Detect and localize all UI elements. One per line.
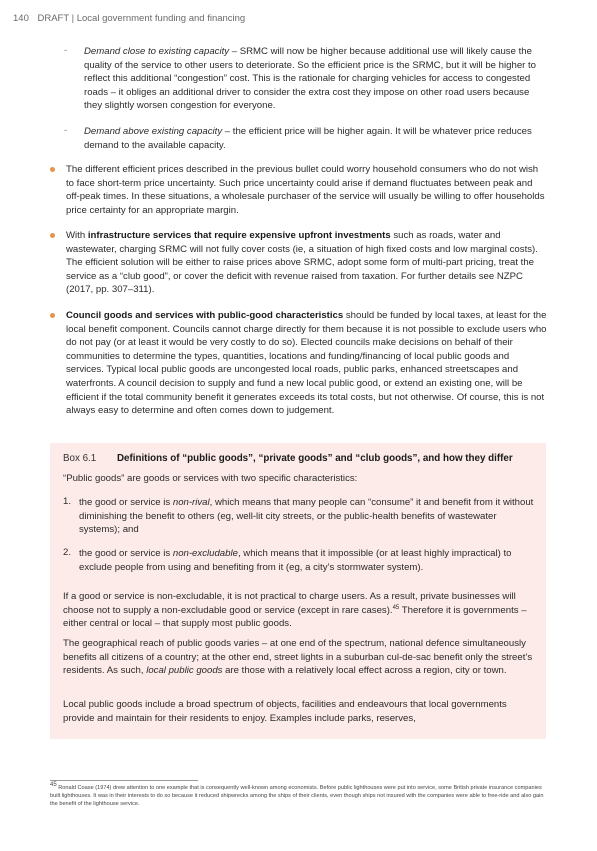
bullet-dot (50, 313, 55, 318)
footnote (50, 784, 548, 808)
footnote-ref: 45 (392, 604, 400, 611)
box-paragraph: If a good or service is non-excludable, it is not practical to charge users. As a result, private businesses will choose not to supply a non-excludable good or service (except in rare cases).$^{45}$ Therefore it is governments – either central or local – that supply most public goods. (63, 591, 527, 630)
box-list-item (63, 547, 537, 574)
bullet-dot (50, 167, 55, 172)
bullet-dot (50, 233, 55, 238)
bullet-lead: Council goods and services with public-good characteristics (66, 310, 344, 321)
page-number: 140 (13, 13, 29, 24)
dash-paragraph (84, 45, 548, 113)
header-text: DRAFT | Local government funding and financing (37, 13, 246, 24)
box-list-item (63, 496, 537, 537)
box-title: Definitions of “public goods”, “private goods” and “club goods”, and how they differ (116, 453, 513, 464)
box-intro: “Public goods” are goods or services with two specific characteristics: (63, 473, 358, 484)
dash-lead: Demand close to existing capacity (84, 46, 230, 57)
bullet-paragraph (66, 309, 548, 418)
dash-item (66, 45, 548, 113)
box-list-text: the good or service is non-rival, which means that many people can “consume” it and benefit from it without diminishing the benefit to others (eg, well-lit city streets, or the public-health benefits of wastewater systems); and (79, 497, 534, 536)
dash-text: – SRMC will now be higher because additional use will likely cause the quality of the service to other users to deteriorate. So the efficient price is the SRMC, but it will be higher to reflect this additional “congestion” cost. This is the rationale for charging vehicles for access to congested roads – it obliges an additional driver to consider the extra cost they impose on other road users because they slightly worsen congestion for everyone. (84, 46, 537, 112)
bullet-lead: infrastructure services that require expensive upfront investments (87, 230, 391, 241)
box-list-number: 1. (63, 496, 72, 507)
dash-paragraph (84, 125, 548, 152)
box-paragraph: The geographical reach of public goods varies – at one end of the spectrum, national defence simultaneously benefits all citizens of a country; at the other end, street lights in a suburban cul-de-sac benefit only the street’s residents. As such, local public goods are those with a relatively local effect across a region, city or town. (63, 638, 533, 677)
box-label: Box 6.1 (63, 453, 97, 464)
bullet-item (50, 163, 548, 217)
box-title-row (63, 453, 513, 464)
box-paragraph: Local public goods include a broad spectrum of objects, facilities and endeavours that local governments provide and maintain for their residents to enjoy. Examples include parks, reserves, (63, 699, 507, 724)
dash-item (66, 125, 548, 152)
bullet-paragraph (66, 229, 548, 297)
bullet-item (50, 309, 548, 418)
bullet-item (50, 229, 548, 297)
footnote-text: Ronald Coase (1974) drew attention to one example that is consequently well-known among economists. Before public lighthouses were put into service, some British private insurance companies built lighthouses. It was in their interests to do so because it reduced shipwrecks among the ships of their clients, even though ships not insured with the companies were able to free-ride and also gain the benefit of the lighthouse service. (50, 785, 544, 807)
dash-marker: - (64, 45, 68, 56)
bullet-text: such as roads, water and wastewater, charging SRMC will not fully cover costs (ie, a situation of high fixed costs and low marginal costs). The efficient solution will be either to raise prices above SRMC, adopt some form of multi-part pricing, treat the service as a “club good”, or cover the deficit with revenue raised from taxation. For further details see NZPC (2017, pp. 307–311). (66, 230, 538, 296)
bullet-paragraph: The different efficient prices described in the previous bullet could worry household consumers who do not wish to face short-term price uncertainty. Such price uncertainty could arise if demand fluctuates between peak and off-peak times. In these situations, a wholesale purchaser of the service will usually be willing to offer households price certainty for an appropriate margin. (66, 164, 545, 216)
footnote-number: 45 (50, 782, 57, 789)
footnote-divider (50, 780, 198, 781)
dash-text: – the efficient price will be higher again. It will be whatever price reduces demand to the available capacity. (84, 126, 532, 151)
box-list-number: 2. (63, 547, 72, 558)
bullet-lead-plain: With (66, 230, 88, 241)
bullet-text: should be funded by local taxes, at least for the local benefit component. Councils cannot charge directly for them because it is not possible to exclude users who do not pay (or at least it would be very costly to do so). Elected councils make decisions on behalf of their communities to determine the types, quantities, locations and funding/financing of local public goods and services. Typical local public goods are uncongested local roads, public parks, enhanced streetscapes and waterfronts. A council decision to supply and fund a new local public good, or extend an existing one, will be efficient if the total community benefit it generates exceeds its total costs, but not otherwise. Of course, this is not always easy to determine and often comes down to judgement. (66, 310, 547, 417)
dash-marker: - (64, 125, 68, 136)
box-list-text: the good or service is non-excludable, which means that it impossible (or at least highly impractical) to exclude people from using and benefiting from it (eg, a city’s stormwater system). (79, 548, 512, 573)
dash-lead: Demand above existing capacity (84, 126, 223, 137)
box-6-1 (50, 443, 546, 739)
running-header (13, 13, 245, 24)
